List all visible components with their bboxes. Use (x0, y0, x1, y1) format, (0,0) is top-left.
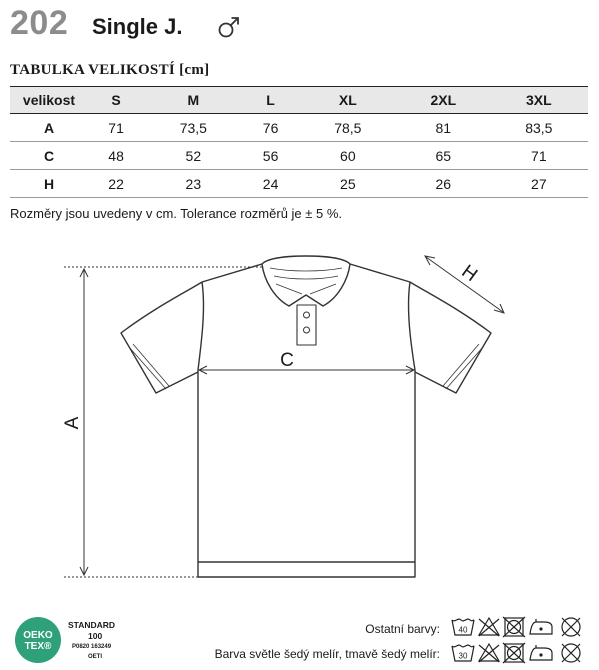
row-label: A (10, 114, 88, 142)
no-tumble-dry-icon (503, 617, 525, 637)
dimension-a-label: A (62, 416, 83, 430)
no-tumble-dry-icon (503, 643, 525, 663)
size-table-header-row (10, 87, 588, 114)
button (304, 327, 310, 333)
table-cell: 52 (144, 142, 242, 170)
care-icons-row (450, 615, 586, 639)
care-label-other-colors: Ostatní barvy: (365, 622, 440, 636)
table-cell: 22 (88, 170, 144, 198)
row-label: C (10, 142, 88, 170)
table-cell: 81 (397, 114, 490, 142)
svg-text:40: 40 (458, 625, 468, 635)
standard-number: 100 (88, 631, 103, 641)
button (304, 312, 310, 318)
table-cell: 83,5 (490, 114, 588, 142)
column-header: L (242, 87, 298, 114)
table-cell: 71 (490, 142, 588, 170)
certification-institute: OETI (88, 654, 103, 660)
dimension-h-label: H (457, 261, 481, 287)
table-cell: 25 (299, 170, 397, 198)
iron-icon (530, 619, 552, 634)
table-cell: 73,5 (144, 114, 242, 142)
standard-label: STANDARD (68, 620, 116, 630)
polo-shirt-diagram (0, 240, 599, 590)
dimension-h-line (426, 257, 503, 312)
iron-icon (530, 645, 552, 660)
no-bleach-icon (479, 644, 499, 662)
right-shoulder-line (350, 264, 410, 282)
placket (297, 305, 316, 345)
dimension-c-label: C (280, 350, 294, 371)
size-table (10, 86, 588, 198)
table-cell: 26 (397, 170, 490, 198)
no-bleach-icon (479, 618, 499, 636)
certificate-code: P0820 163249 (72, 644, 112, 650)
size-table-title: TABULKA VELIKOSTÍ [cm] (10, 62, 210, 78)
wash-icon (452, 619, 474, 635)
table-row (10, 170, 588, 198)
no-dry-clean-icon (562, 644, 580, 662)
oeko-tex-logo (14, 616, 62, 664)
column-header: 2XL (397, 87, 490, 114)
column-header: M (144, 87, 242, 114)
care-icons-row (450, 641, 586, 665)
row-label: H (10, 170, 88, 198)
table-cell: 65 (397, 142, 490, 170)
svg-text:OEKO: OEKO (23, 630, 53, 641)
svg-text:TEX®: TEX® (24, 641, 52, 652)
column-header: XL (299, 87, 397, 114)
table-row (10, 114, 588, 142)
table-cell: 71 (88, 114, 144, 142)
table-cell: 27 (490, 170, 588, 198)
table-cell: 78,5 (299, 114, 397, 142)
table-row (10, 142, 588, 170)
no-dry-clean-icon (562, 618, 580, 636)
column-header: 3XL (490, 87, 588, 114)
male-gender-icon (217, 14, 241, 40)
product-code: 202 (10, 4, 69, 42)
wash-icon (452, 645, 474, 661)
right-sleeve-outline (410, 282, 491, 393)
column-header: S (88, 87, 144, 114)
shirt-body-outline (198, 370, 415, 577)
svg-text:30: 30 (458, 651, 468, 661)
table-cell: 60 (299, 142, 397, 170)
care-label-grey-melange: Barva světle šedý melír, tmavě šedý melír: (214, 647, 440, 661)
left-sleeve-outline (121, 282, 202, 393)
column-header: velikost (10, 87, 88, 114)
table-cell: 76 (242, 114, 298, 142)
collar-outline (262, 256, 350, 306)
table-cell: 48 (88, 142, 144, 170)
table-cell: 24 (242, 170, 298, 198)
table-cell: 23 (144, 170, 242, 198)
product-name: Single J. (92, 14, 183, 39)
table-cell: 56 (242, 142, 298, 170)
tolerance-note: Rozměry jsou uvedeny v cm. Tolerance rozměrů je ± 5 %. (10, 206, 343, 221)
